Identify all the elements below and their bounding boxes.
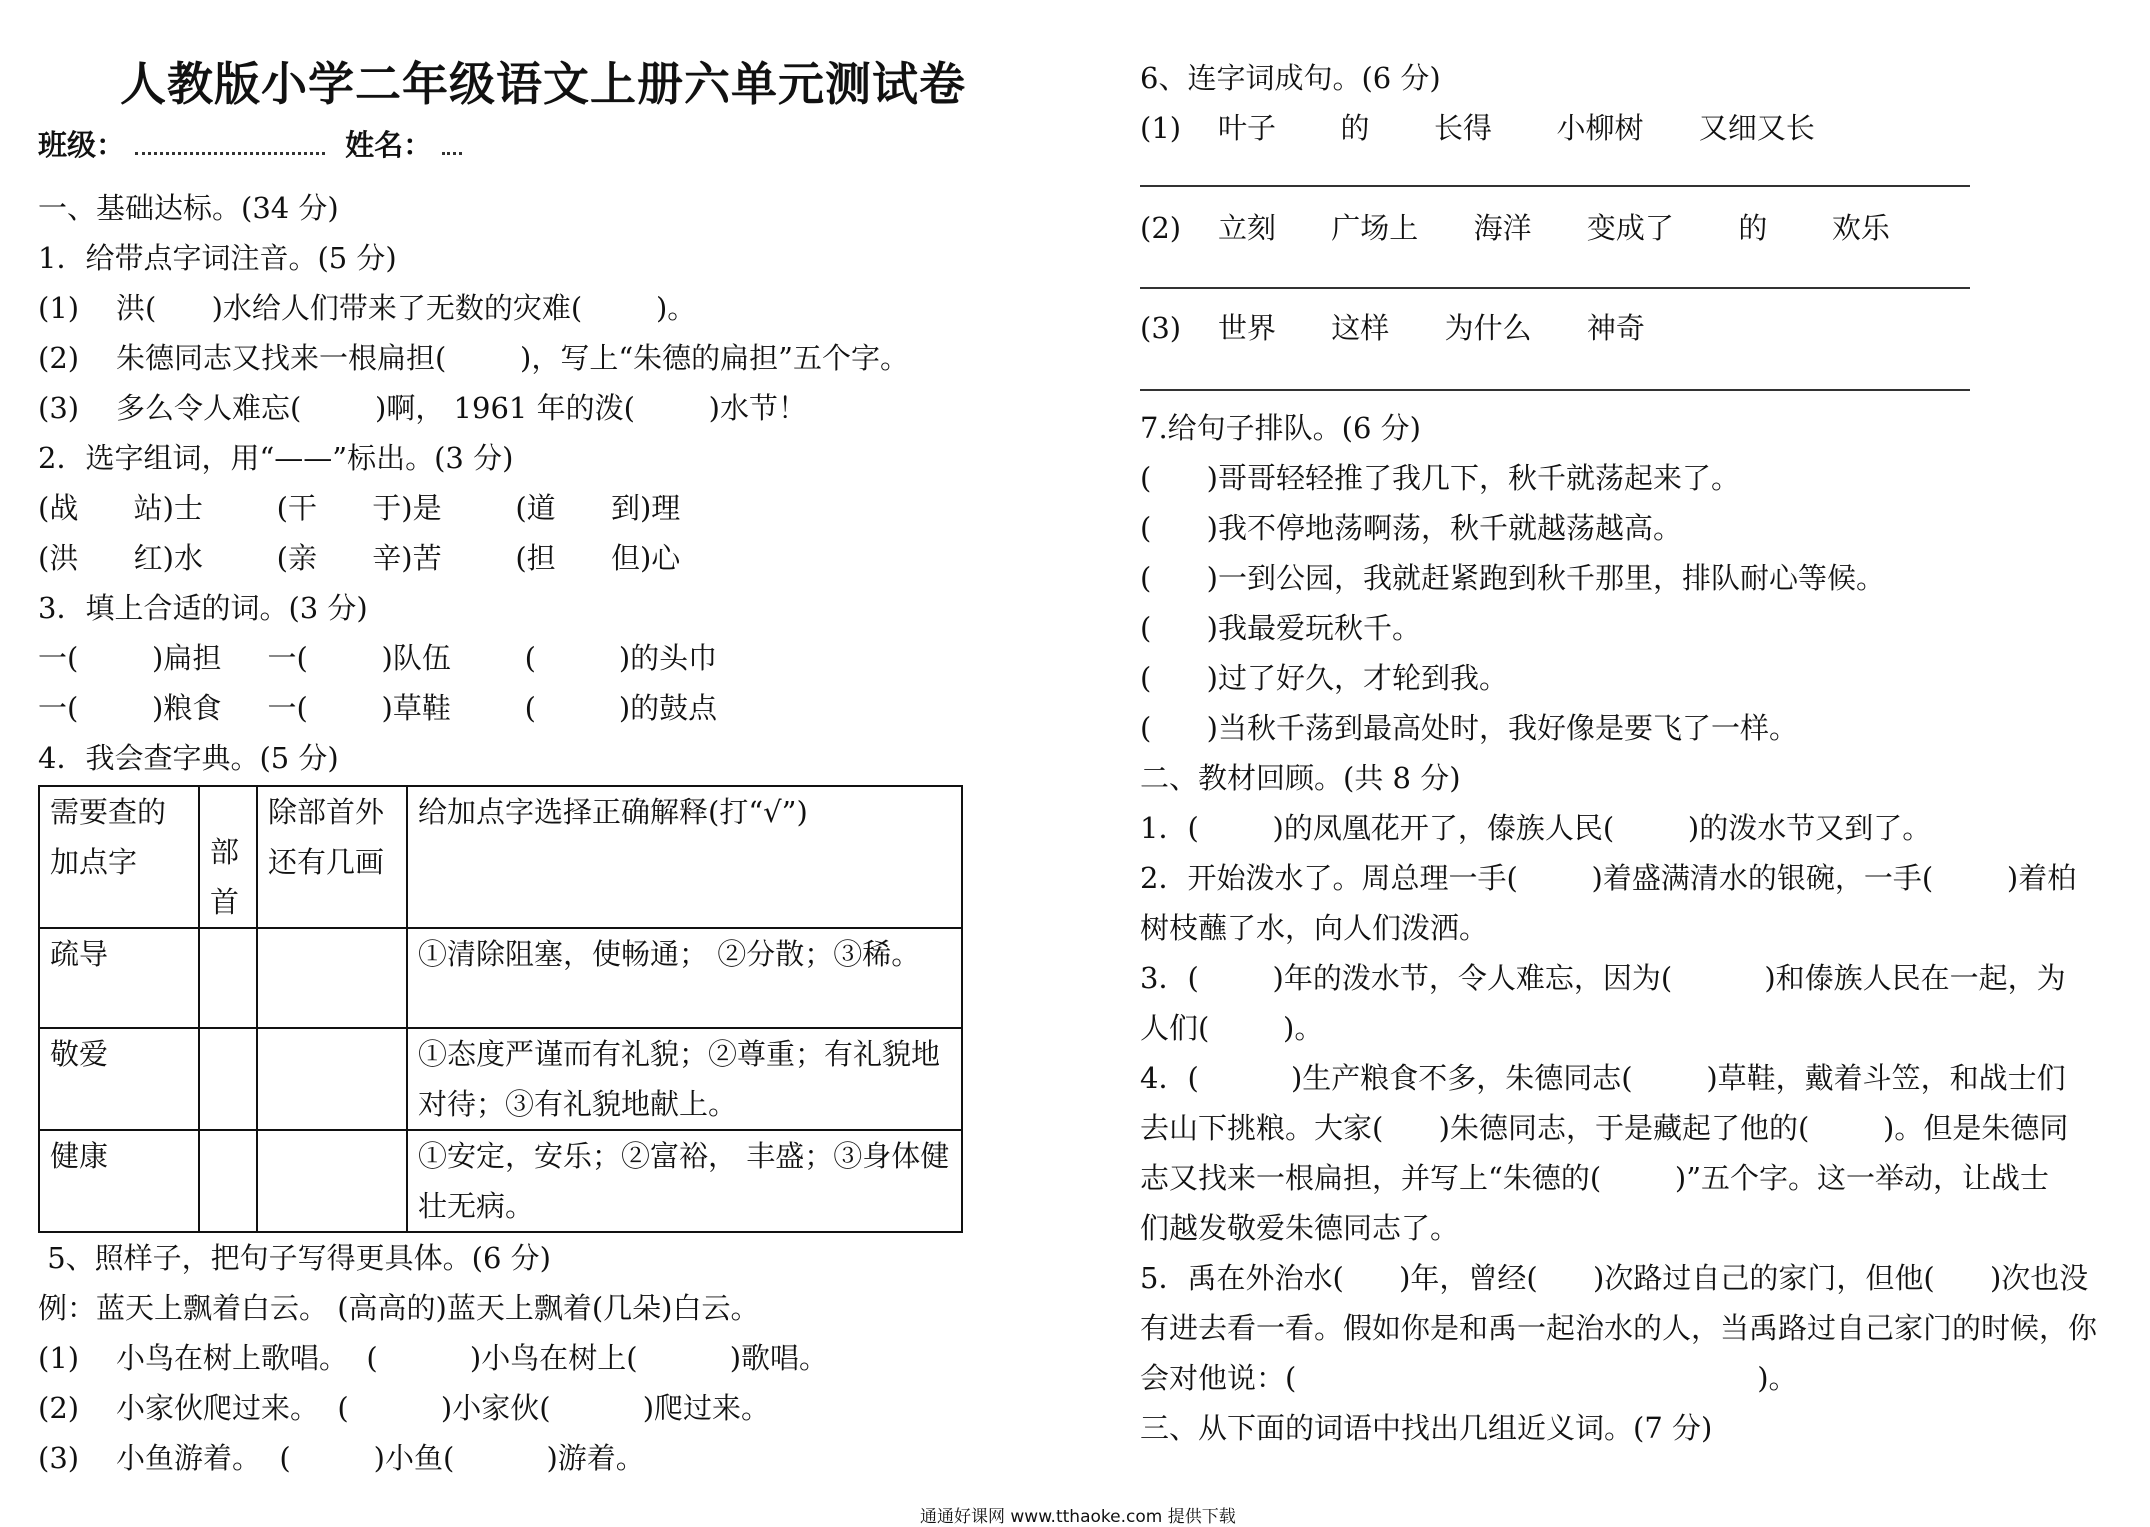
radical-cell[interactable] bbox=[199, 1130, 257, 1232]
q7-item: ( )过了好久，才轮到我。 bbox=[1140, 661, 1508, 695]
section-2-line: 人们( )。 bbox=[1140, 1011, 1324, 1045]
q1-item: (1) 洪( )水给人们带来了无数的灾难( )。 bbox=[38, 291, 697, 325]
q5-example: 例：蓝天上飘着白云。 (高高的)蓝天上飘着(几朵)白云。 bbox=[38, 1291, 760, 1325]
word-cell: 疏导 bbox=[39, 928, 199, 1028]
q7-item: ( )我最爱玩秋千。 bbox=[1140, 611, 1421, 645]
answer-line[interactable] bbox=[1140, 389, 1970, 391]
q5-title: 5、照样子，把句子写得更具体。(6 分) bbox=[38, 1241, 551, 1275]
meaning-cell[interactable]: ①安定，安乐；②富裕， 丰盛；③身体健壮无病。 bbox=[407, 1130, 962, 1232]
strokes-cell[interactable] bbox=[257, 1028, 407, 1130]
q6-title: 6、连字词成句。(6 分) bbox=[1140, 61, 1441, 95]
word-cell: 敬爱 bbox=[39, 1028, 199, 1130]
strokes-cell[interactable] bbox=[257, 928, 407, 1028]
q2-title: 2．选字组词，用“——”标出。(3 分) bbox=[38, 441, 514, 475]
section-2-line: 3．( )年的泼水节，令人难忘，因为( )和傣族人民在一起，为 bbox=[1140, 961, 2066, 995]
q6-item: (1) 叶子 的 长得 小柳树 又细又长 bbox=[1140, 111, 1815, 145]
table-row bbox=[39, 928, 962, 1028]
q5-item: (2) 小家伙爬过来。 ( )小家伙( )爬过来。 bbox=[38, 1391, 771, 1425]
table-header-row bbox=[39, 786, 962, 928]
section-2-line: 2．开始泼水了。周总理一手( )着盛满清水的银碗，一手( )着柏 bbox=[1140, 861, 2077, 895]
q1-title: 1．给带点字词注音。(5 分) bbox=[38, 241, 397, 275]
q6-item: (3) 世界 这样 为什么 神奇 bbox=[1140, 311, 1645, 345]
q1-item: (2) 朱德同志又找来一根扁担( )，写上“朱德的扁担”五个字。 bbox=[38, 341, 909, 375]
q2-row: (战 站)士 (干 于)是 (道 到)理 bbox=[38, 491, 681, 525]
q2-row: (洪 红)水 (亲 辛)苦 (担 但)心 bbox=[38, 541, 681, 575]
section-2-title: 二、教材回顾。(共 8 分) bbox=[1140, 761, 1461, 795]
section-2-line: 们越发敬爱朱德同志了。 bbox=[1140, 1211, 1460, 1245]
radical-cell[interactable] bbox=[199, 928, 257, 1028]
footer-credit: 通通好课网 www.tthaoke.com 提供下载 bbox=[920, 1507, 1236, 1527]
meaning-cell[interactable]: ①态度严谨而有礼貌；②尊重；有礼貌地对待；③有礼貌地献上。 bbox=[407, 1028, 962, 1130]
section-2-line: 去山下挑粮。大家( )朱德同志，于是藏起了他的( )。但是朱德同 bbox=[1140, 1111, 2069, 1145]
dictionary-table bbox=[38, 785, 963, 1233]
q3-row: 一( )扁担 一( )队伍 ( )的头巾 bbox=[38, 641, 718, 675]
answer-line[interactable] bbox=[1140, 185, 1970, 187]
q1-item: (3) 多么令人难忘( )啊， 1961 年的泼( )水节！ bbox=[38, 391, 807, 425]
page-title: 人教版小学二年级语文上册六单元测试卷 bbox=[120, 57, 966, 111]
class-label: 班级： bbox=[38, 128, 126, 162]
table-row bbox=[39, 1028, 962, 1130]
student-info bbox=[38, 125, 472, 165]
q7-title: 7.给句子排队。(6 分) bbox=[1140, 411, 1421, 445]
meaning-cell[interactable]: ①清除阻塞，使畅通； ②分散；③稀。 bbox=[407, 928, 962, 1028]
table-header-cell: 需要查的加点字 bbox=[39, 786, 199, 928]
q6-item: (2) 立刻 广场上 海洋 变成了 的 欢乐 bbox=[1140, 211, 1890, 245]
q7-item: ( )当秋千荡到最高处时，我好像是要飞了一样。 bbox=[1140, 711, 1798, 745]
q7-item: ( )一到公园，我就赶紧跑到秋千那里，排队耐心等候。 bbox=[1140, 561, 1885, 595]
word-cell: 健康 bbox=[39, 1130, 199, 1232]
section-2-line: 树枝蘸了水，向人们泼洒。 bbox=[1140, 911, 1489, 945]
section-2-line: 5．禹在外治水( )年，曾经( )次路过自己的家门，但他( )次也没 bbox=[1140, 1261, 2089, 1295]
section-3-title: 三、从下面的词语中找出几组近义词。(7 分) bbox=[1140, 1411, 1713, 1445]
table-header-cell: 部首 bbox=[199, 786, 257, 928]
section-2-line: 有进去看一看。假如你是和禹一起治水的人，当禹路过自己家门的时候，你 bbox=[1140, 1311, 2098, 1345]
section-1-title: 一、基础达标。(34 分) bbox=[38, 191, 339, 225]
q3-row: 一( )粮食 一( )草鞋 ( )的鼓点 bbox=[38, 691, 718, 725]
table-header-cell: 给加点字选择正确解释(打“√”) bbox=[407, 786, 962, 928]
q4-title: 4．我会查字典。(5 分) bbox=[38, 741, 339, 775]
section-2-line: 志又找来一根扁担，并写上“朱德的( )”五个字。这一举动，让战士 bbox=[1140, 1161, 2050, 1195]
q5-item: (1) 小鸟在树上歌唱。 ( )小鸟在树上( )歌唱。 bbox=[38, 1341, 829, 1375]
radical-cell[interactable] bbox=[199, 1028, 257, 1130]
answer-line[interactable] bbox=[1140, 287, 1970, 289]
table-header-cell: 除部首外还有几画 bbox=[257, 786, 407, 928]
strokes-cell[interactable] bbox=[257, 1130, 407, 1232]
q5-item: (3) 小鱼游着。 ( )小鱼( )游着。 bbox=[38, 1441, 645, 1475]
section-2-line: 4．( )生产粮食不多，朱德同志( )草鞋，戴着斗笠，和战士们 bbox=[1140, 1061, 2066, 1095]
q7-item: ( )我不停地荡啊荡，秋千就越荡越高。 bbox=[1140, 511, 1682, 545]
section-2-line: 1．( )的凤凰花开了，傣族人民( )的泼水节又到了。 bbox=[1140, 811, 1932, 845]
table-row bbox=[39, 1130, 962, 1232]
q3-title: 3．填上合适的词。(3 分) bbox=[38, 591, 368, 625]
section-2-line: 会对他说：( )。 bbox=[1140, 1361, 1798, 1395]
class-blank[interactable] bbox=[135, 134, 325, 155]
q7-item: ( )哥哥轻轻推了我几下，秋千就荡起来了。 bbox=[1140, 461, 1740, 495]
name-label: 姓名： bbox=[345, 128, 433, 162]
name-blank[interactable] bbox=[442, 134, 462, 155]
